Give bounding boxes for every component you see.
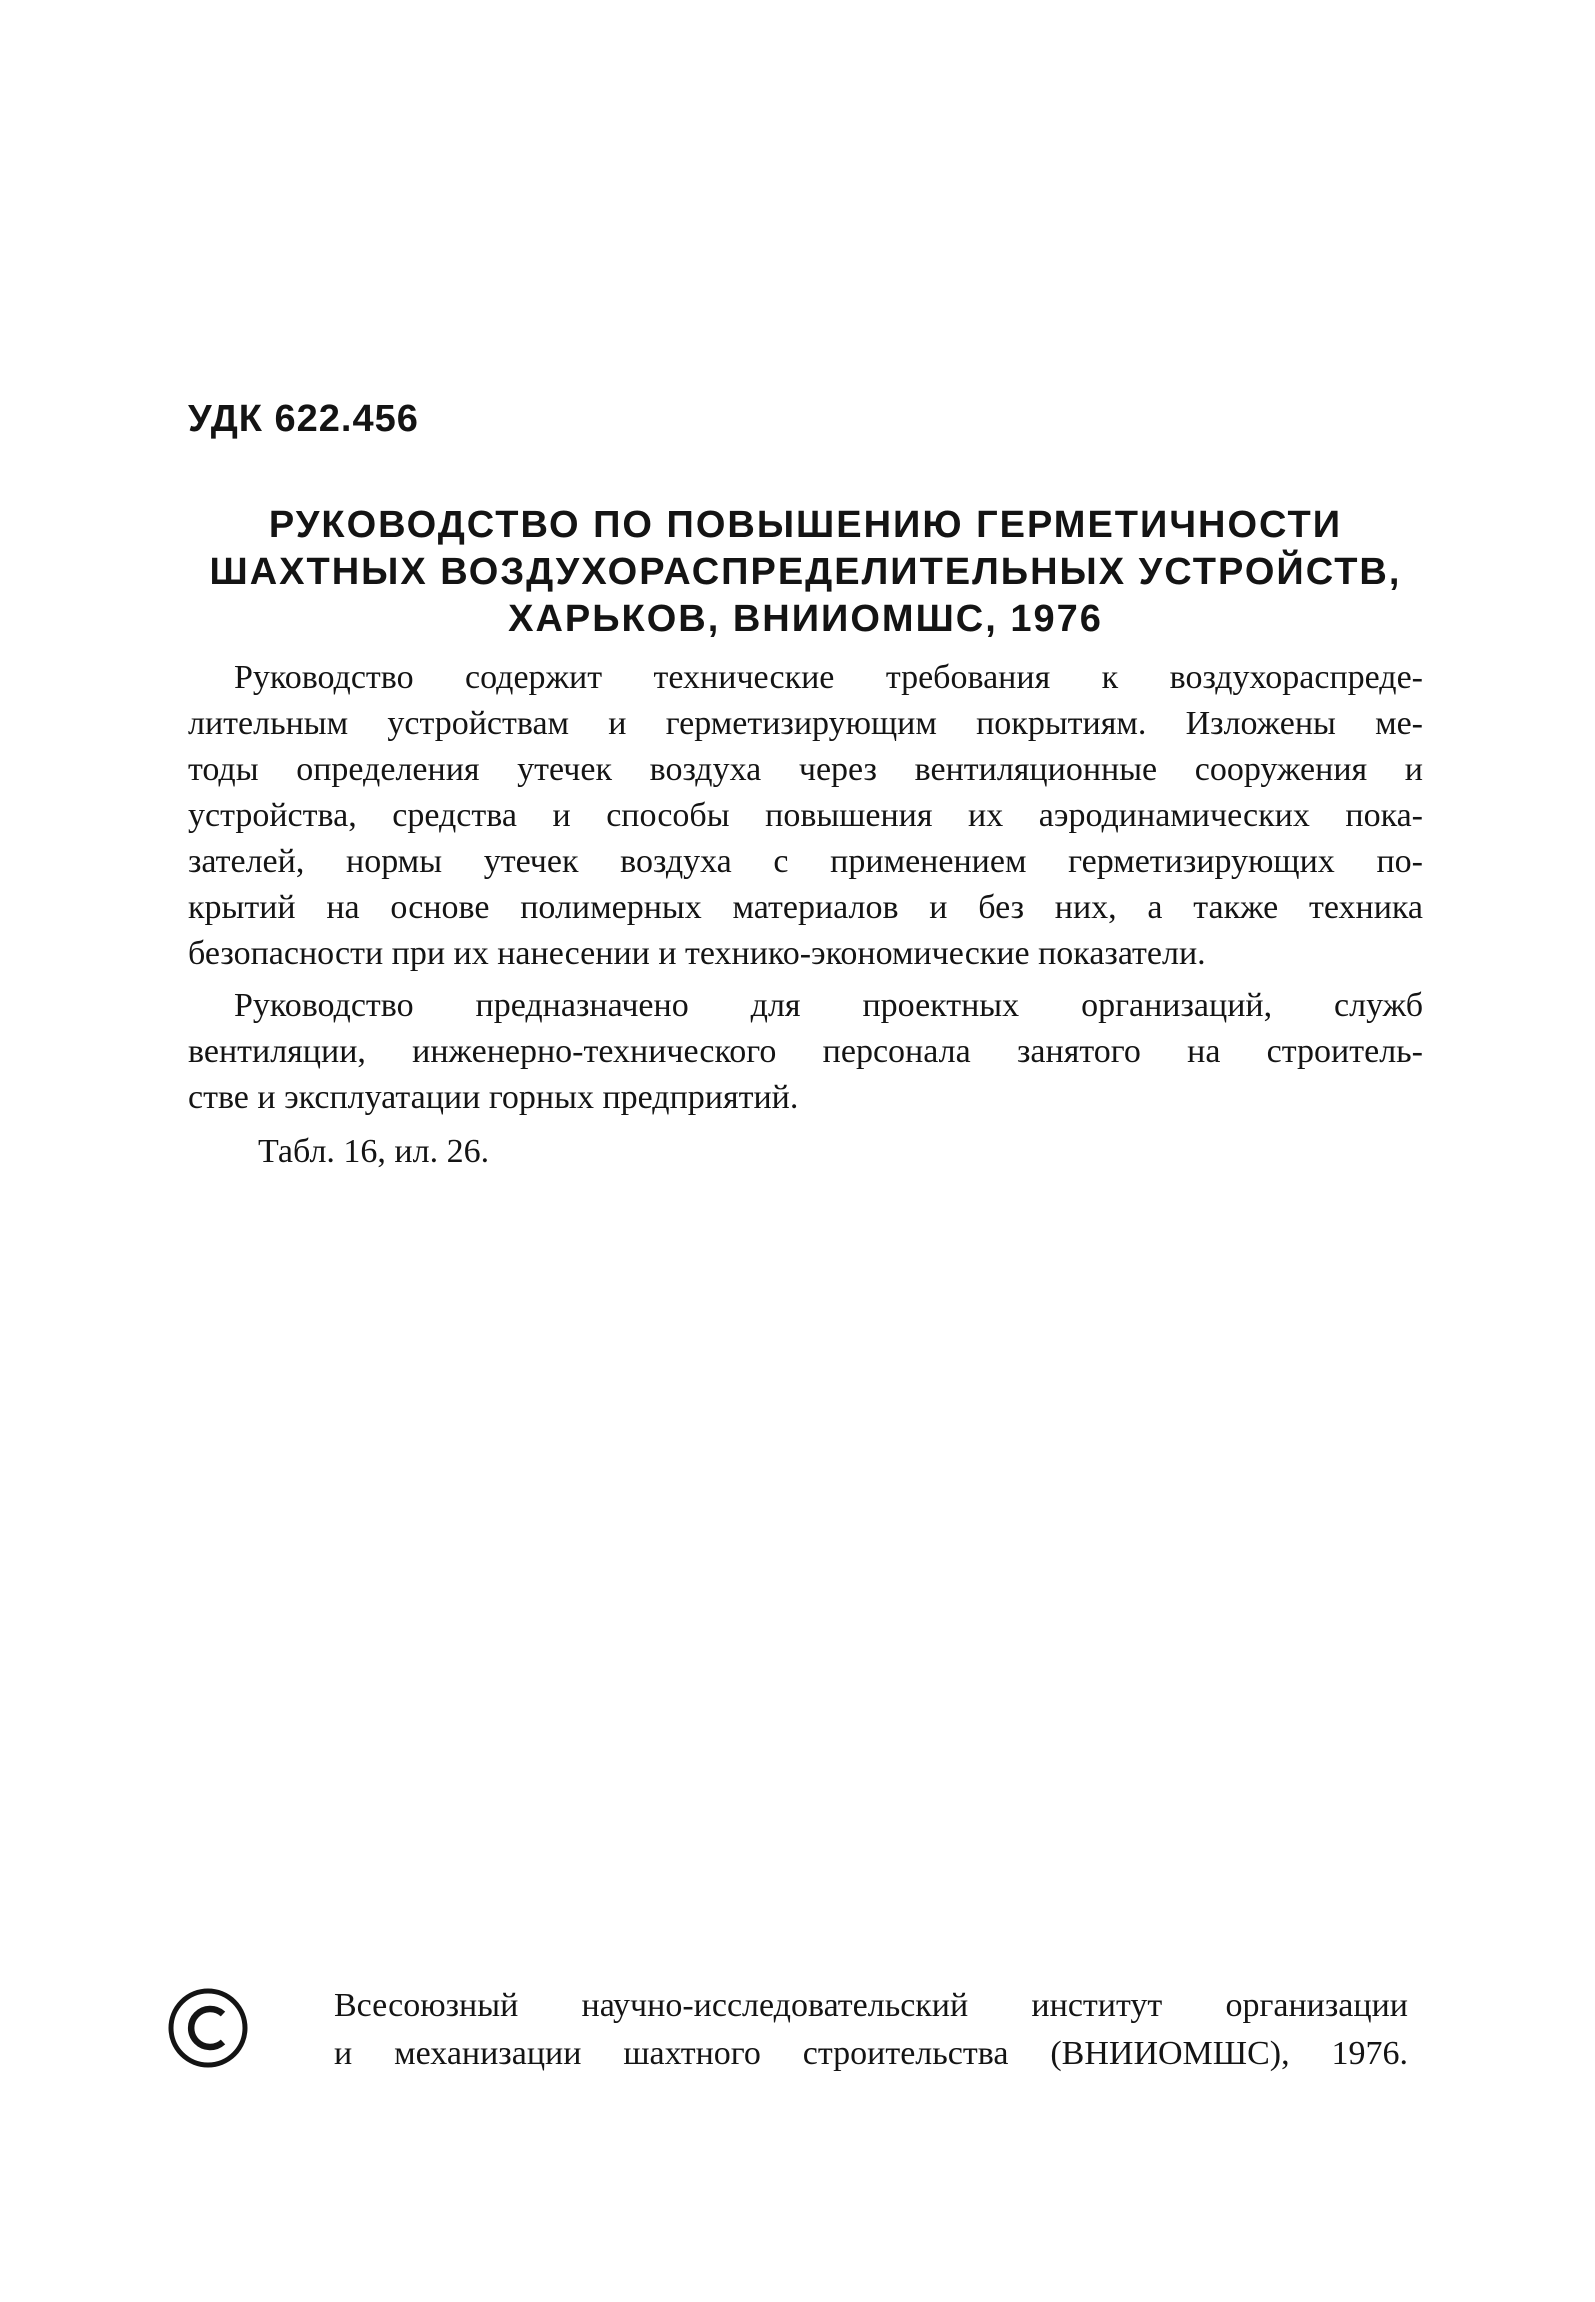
text-line: тоды определения утечек воздуха через вентиляционные сооружения и xyxy=(188,751,1423,788)
title-line: РУКОВОДСТВО ПО ПОВЫШЕНИЮ ГЕРМЕТИЧНОСТИ xyxy=(268,504,1343,546)
text-line: лительным устройствам и герметизирующим покрытиям. Изложены ме- xyxy=(188,705,1423,742)
copyright-icon xyxy=(166,1986,250,2070)
text-line: Всесоюзный научно-исследовательский институт организации xyxy=(334,1987,1408,2024)
udk-code: УДК 622.456 xyxy=(188,398,419,440)
text-line: и механизации шахтного строительства (ВНИИОМШС), 1976. xyxy=(334,2035,1408,2072)
text-line: устройства, средства и способы повышения их аэродинамических пока- xyxy=(188,797,1423,834)
text-line: Руководство предназначено для проектных организаций, служб xyxy=(234,987,1423,1024)
text-line: крытий на основе полимерных материалов и без них, а также техника xyxy=(188,889,1423,926)
abstract-paragraph-1 xyxy=(188,655,1423,977)
document-title xyxy=(188,502,1423,643)
abstract xyxy=(188,655,1423,1175)
text-line: зателей, нормы утечек воздуха с применением герметизирующих по- xyxy=(188,843,1423,880)
title-line: ШАХТНЫХ ВОЗДУХОРАСПРЕДЕЛИТЕЛЬНЫХ УСТРОЙСТВ, xyxy=(209,551,1402,593)
publisher-copyright xyxy=(334,1982,1408,2078)
text-line: безопасности при их нанесении и технико-экономические показатели. xyxy=(188,935,1206,972)
text-line: стве и эксплуатации горных предприятий. xyxy=(188,1079,799,1116)
abstract-paragraph-2 xyxy=(188,983,1423,1121)
title-line: ХАРЬКОВ, ВНИИОМШС, 1976 xyxy=(508,598,1103,640)
text-line: вентиляции, инженерно-технического персонала занятого на строитель- xyxy=(188,1033,1423,1070)
tables-illustrations-note: Табл. 16, ил. 26. xyxy=(258,1133,490,1170)
text-line: Руководство содержит технические требования к воздухораспреде- xyxy=(234,659,1423,696)
